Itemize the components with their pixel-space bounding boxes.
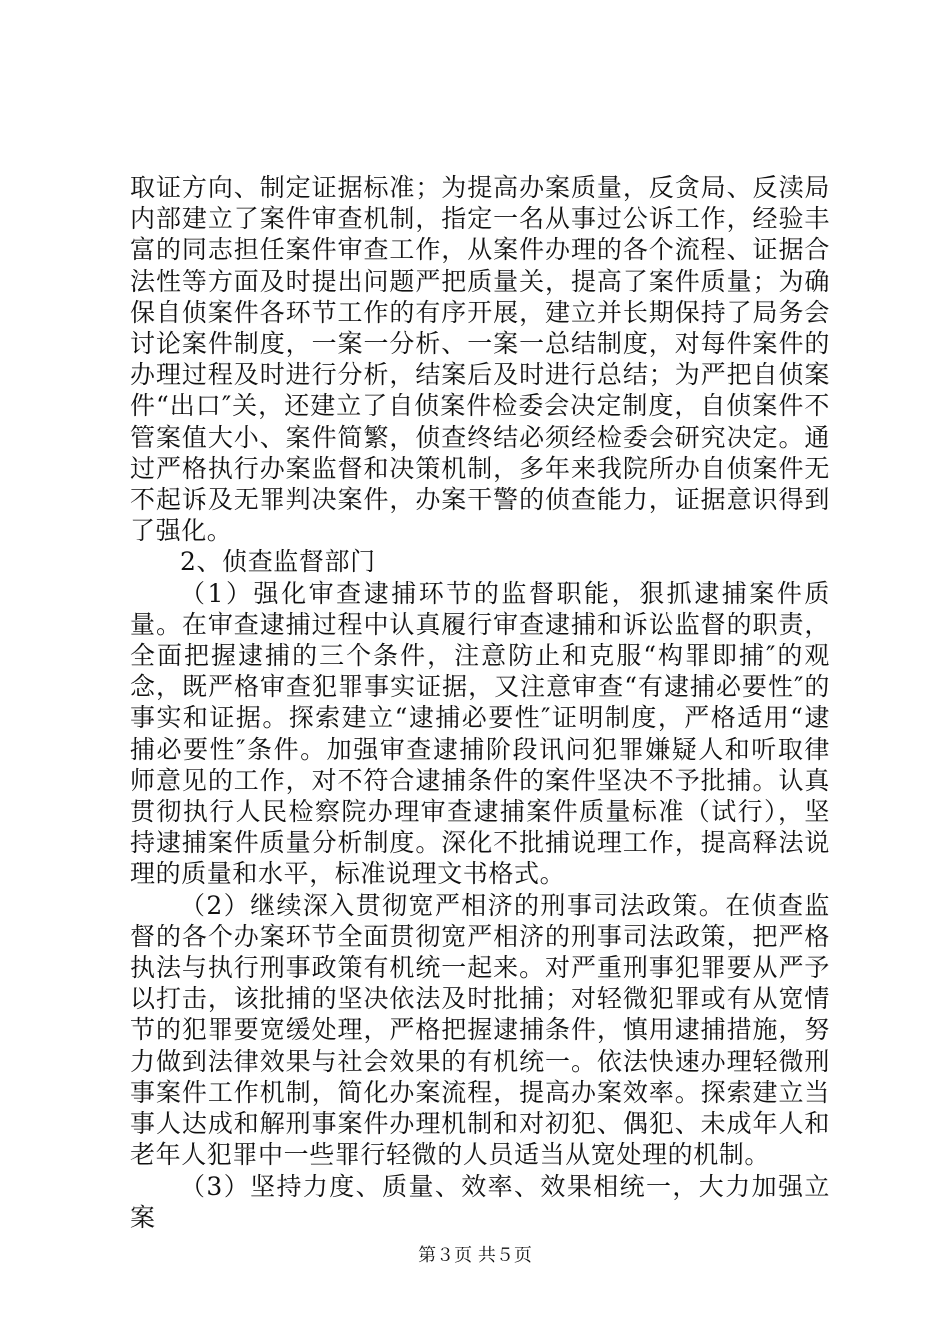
section-heading-investigation-supervision: 2、侦查监督部门 (180, 547, 376, 577)
page-number-footer: 第３页 共５页 (418, 1245, 532, 1266)
paragraph-case-filing: （3）坚持力度、质量、效率、效果相统一，大力加强立案 (130, 1171, 830, 1232)
paragraph-arrest-review: （1）强化审查逮捕环节的监督职能，狠抓逮捕案件质量。在审查逮捕过程中认真履行审查逮捕和诉讼监督的职责，全面把握逮捕的三个条件，注意防止和克服“构罪即捕″的观念，既严格审查犯罪事实证据，又注意审查“有逮捕必要性″的事实和证据。探索建立“逮捕必要性″证明制度，严格适用“逮捕必要性″条件。加强审查逮捕阶段讯问犯罪嫌疑人和听取律师意见的工作，对不符合逮捕条件的案件坚决不予批捕。认真贯彻执行人民检察院办理审查逮捕案件质量标准（试行），坚持逮捕案件质量分析制度。深化不批捕说理工作，提高释法说理的质量和水平，标准说理文书格式。 (130, 578, 830, 889)
paragraph-leniency-policy: （2）继续深入贯彻宽严相济的刑事司法政策。在侦查监督的各个办案环节全面贯彻宽严相济的刑事司法政策，把严格执法与执行刑事政策有机统一起来。对严重刑事犯罪要从严予以打击，该批捕的坚决依法及时批捕；对轻微犯罪或有从宽情节的犯罪要宽缓处理，严格把握逮捕条件，慎用逮捕措施，努力做到法律效果与社会效果的有机统一。依法快速办理轻微刑事案件工作机制，简化办案流程，提高办案效率。探索建立当事人达成和解刑事案件办理机制和对初犯、偶犯、未成年人和老年人犯罪中一些罪行轻微的人员适当从宽处理的机制。 (130, 890, 830, 1170)
document-body (130, 172, 830, 1233)
paragraph-evidence-review: 取证方向、制定证据标准；为提高办案质量，反贪局、反渎局内部建立了案件审查机制，指定一名从事过公诉工作，经验丰富的同志担任案件审查工作，从案件办理的各个流程、证据合法性等方面及时提出问题严把质量关，提高了案件质量；为确保自侦案件各环节工作的有序开展，建立并长期保持了局务会讨论案件制度，一案一分析、一案一总结制度，对每件案件的办理过程及时进行分析，结案后及时进行总结；为严把自侦案件“出口″关，还建立了自侦案件检委会决定制度，自侦案件不管案值大小、案件简繁，侦查终结必须经检委会研究决定。通过严格执行办案监督和决策机制，多年来我院所办自侦案件无不起诉及无罪判决案件，办案干警的侦查能力，证据意识得到了强化。 (130, 173, 830, 546)
